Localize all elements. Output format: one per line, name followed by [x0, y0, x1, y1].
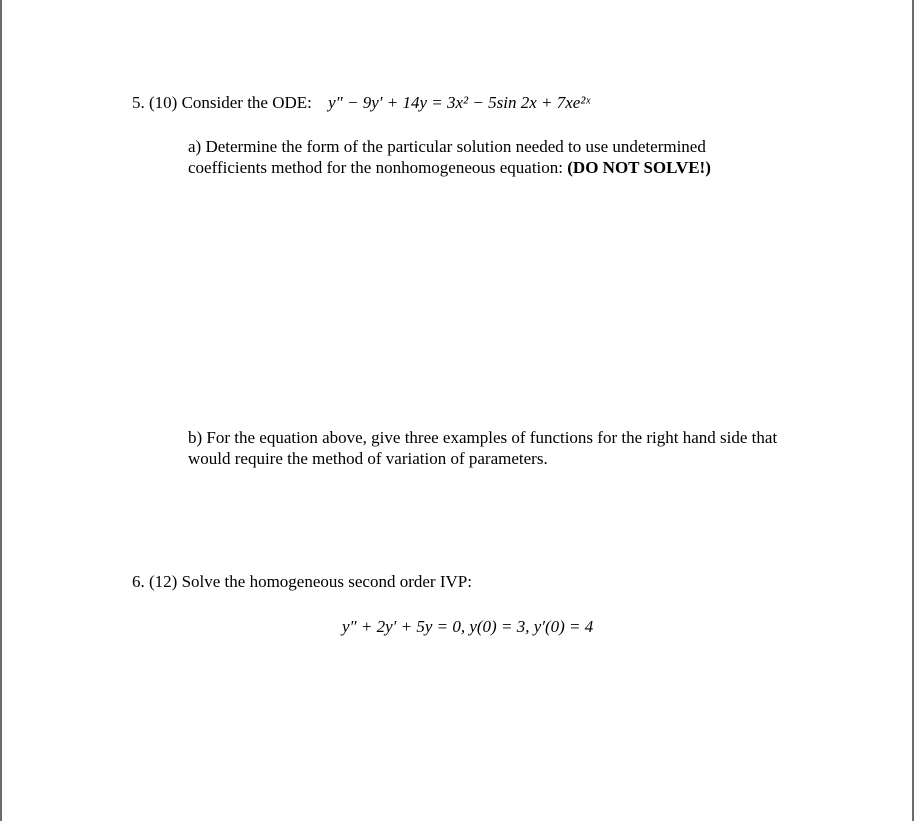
- problem-6-heading: 6. (12) Solve the homogeneous second order IVP:: [132, 572, 472, 591]
- part-b-line-2: would require the method of variation of parameters.: [188, 449, 548, 468]
- part-b-line-1: b) For the equation above, give three examples of functions for the right hand side that: [188, 428, 778, 447]
- problem-5-heading: 5. (10) Consider the ODE:: [132, 93, 312, 112]
- part-a-line-1: a) Determine the form of the particular solution needed to use undetermined: [188, 137, 706, 156]
- page-left-border: [0, 0, 2, 821]
- problem-6-equation: y″ + 2y′ + 5y = 0, y(0) = 3, y′(0) = 4: [342, 617, 594, 636]
- problem-5-equation: y″ − 9y′ + 14y = 3x² − 5sin 2x + 7xe²ˣ: [328, 93, 591, 112]
- do-not-solve-note: (DO NOT SOLVE!): [567, 158, 711, 177]
- part-a-line-2: [188, 158, 711, 178]
- part-a-line-2-text: coefficients method for the nonhomogeneous equation:: [188, 158, 564, 177]
- problem-5-statement: [132, 93, 590, 113]
